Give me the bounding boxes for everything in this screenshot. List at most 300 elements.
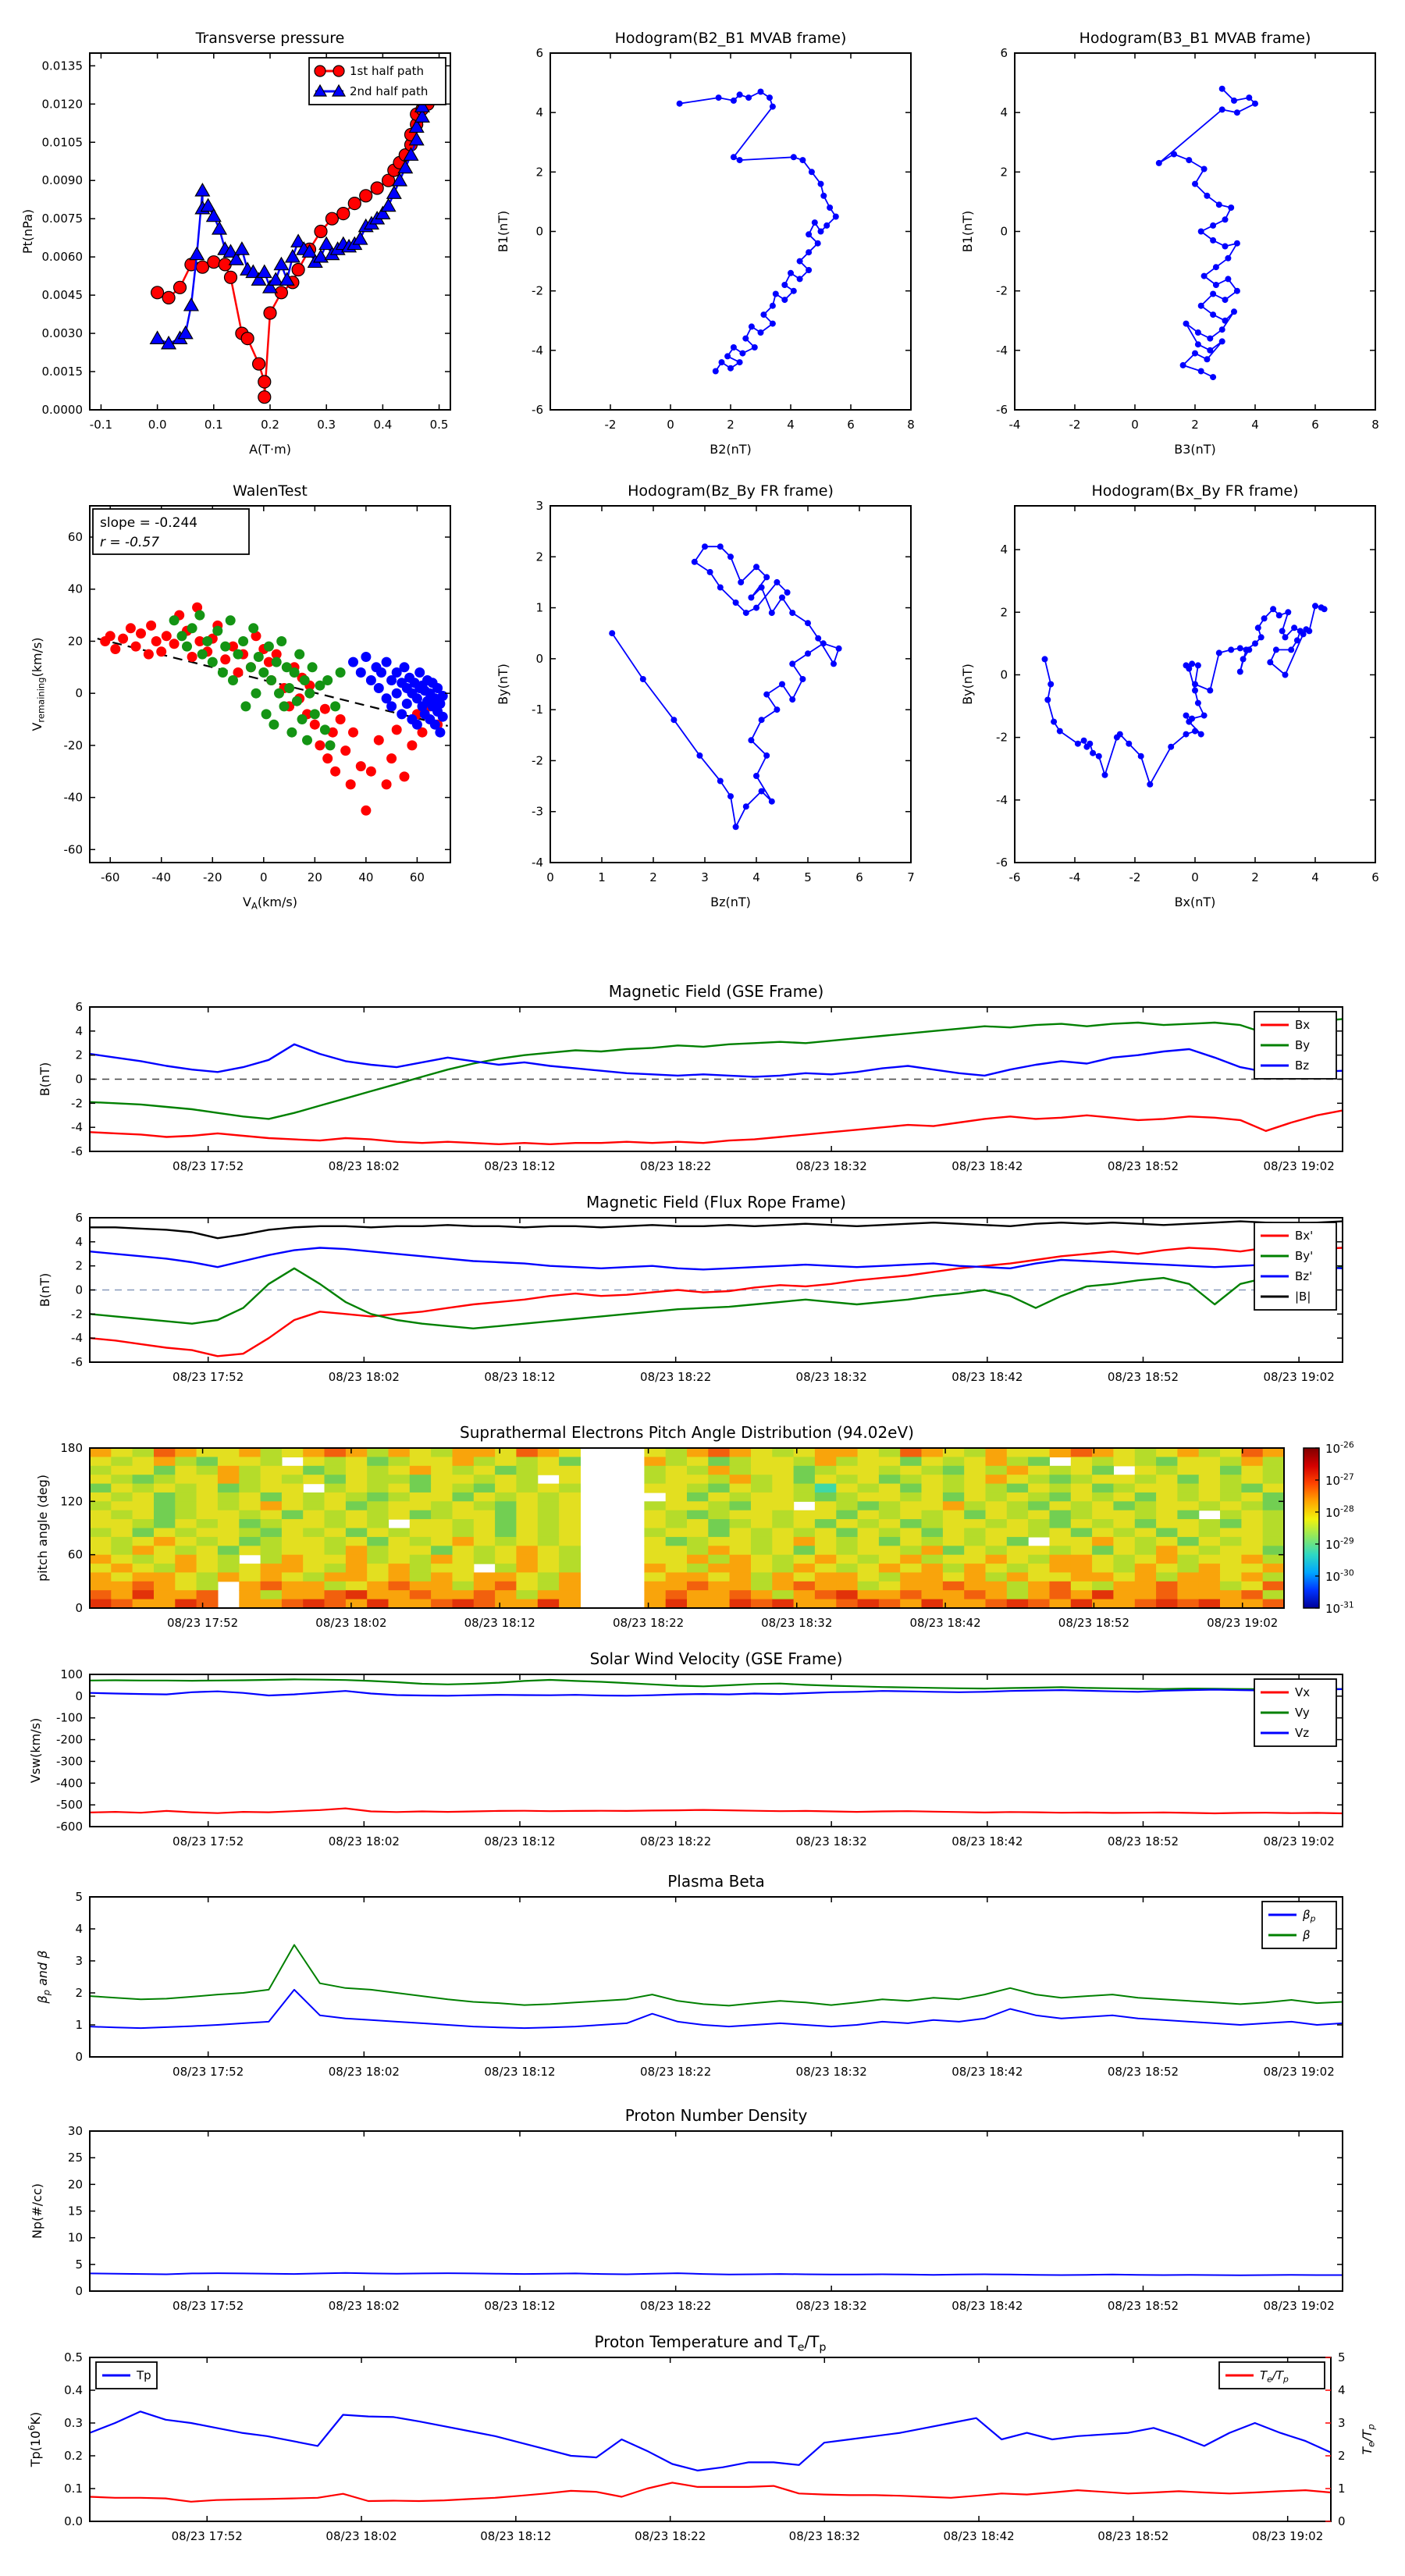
heatmap-cell: [644, 1448, 666, 1457]
heatmap-cell: [666, 1448, 688, 1457]
heatmap-cell: [772, 1493, 794, 1502]
marker-dot: [1219, 338, 1225, 344]
heatmap-cell: [964, 1599, 986, 1609]
heatmap-cell: [495, 1493, 517, 1502]
y-tick-label: -600: [55, 1820, 83, 1834]
x-tick-label: -2: [604, 418, 617, 432]
heatmap-cell: [325, 1466, 347, 1475]
marker-dot: [818, 181, 824, 187]
heatmap-cell: [1007, 1484, 1029, 1493]
heatmap-cell: [431, 1546, 453, 1555]
marker-dot: [670, 717, 677, 723]
heatmap-cell: [815, 1590, 837, 1599]
heatmap-cell: [1028, 1546, 1050, 1555]
heatmap-cell: [538, 1448, 560, 1457]
marker-dot: [1198, 731, 1204, 738]
marker-dot: [315, 740, 325, 750]
heatmap-cell: [239, 1528, 261, 1538]
marker-circle: [264, 307, 276, 319]
heatmap-cell: [175, 1546, 197, 1555]
marker-dot: [1207, 336, 1213, 342]
heatmap-cell: [346, 1501, 368, 1510]
heatmap-cell: [389, 1528, 411, 1538]
heatmap-cell: [218, 1510, 240, 1520]
marker-dot: [749, 323, 755, 329]
heatmap-cell: [389, 1448, 411, 1457]
chart-proton-temperature: [16, 2326, 1389, 2564]
heatmap-cell: [90, 1528, 112, 1538]
heatmap-cell: [644, 1572, 666, 1582]
heatmap-cell: [708, 1510, 730, 1520]
heatmap-cell: [218, 1519, 240, 1528]
heatmap-cell: [261, 1475, 283, 1484]
y-tick-label: -6: [71, 1144, 83, 1158]
heatmap-cell: [261, 1546, 283, 1555]
heatmap-cell: [943, 1484, 965, 1493]
y-tick-label: 4: [75, 1922, 83, 1936]
heatmap-cell: [1177, 1501, 1199, 1510]
heatmap-cell: [986, 1528, 1008, 1538]
heatmap-cell: [858, 1475, 880, 1484]
heatmap-cell: [111, 1564, 133, 1573]
marker-dot: [266, 675, 276, 685]
plot-frame: [90, 2131, 1343, 2291]
x-tick-label: 0: [667, 418, 674, 432]
marker-dot: [1222, 297, 1229, 303]
series-Bx: [90, 1111, 1343, 1144]
heatmap-cell: [666, 1582, 688, 1591]
marker-dot: [1240, 656, 1247, 662]
heatmap-cell: [900, 1564, 922, 1573]
heatmap-cell: [1050, 1572, 1072, 1582]
marker-dot: [696, 753, 702, 759]
y-tick-label: -4: [71, 1331, 83, 1346]
heatmap-cell: [1241, 1493, 1263, 1502]
heatmap-cell: [90, 1484, 112, 1493]
heatmap-cell: [772, 1528, 794, 1538]
heatmap-cell: [154, 1448, 176, 1457]
heatmap-cell: [111, 1572, 133, 1582]
heatmap-cell: [900, 1493, 922, 1502]
heatmap-cell: [922, 1484, 944, 1493]
heatmap-cell: [858, 1537, 880, 1546]
y-tick-label: -4: [532, 343, 543, 358]
marker-dot: [1201, 273, 1208, 279]
heatmap-cell: [964, 1590, 986, 1599]
heatmap-cell: [1241, 1519, 1263, 1528]
heatmap-cell: [858, 1590, 880, 1599]
heatmap-cell: [1156, 1501, 1178, 1510]
heatmap-cell: [90, 1599, 112, 1609]
marker-dot: [758, 329, 764, 336]
heatmap-cell: [90, 1572, 112, 1582]
heatmap-cell: [495, 1590, 517, 1599]
heatmap-cell: [453, 1510, 475, 1520]
marker-dot: [815, 635, 821, 642]
heatmap-cell: [708, 1546, 730, 1555]
heatmap-cell: [1071, 1555, 1093, 1564]
heatmap-cell: [794, 1537, 816, 1546]
heatmap-cell: [1092, 1555, 1114, 1564]
heatmap-cell: [197, 1555, 219, 1564]
heatmap-cell: [538, 1493, 560, 1502]
heatmap-cell: [1071, 1510, 1093, 1520]
heatmap-cell: [943, 1546, 965, 1555]
marker-dot: [1057, 728, 1063, 735]
marker-dot: [743, 610, 749, 616]
heatmap-cell: [1050, 1564, 1072, 1573]
heatmap-cell: [687, 1519, 709, 1528]
marker-dot: [1198, 303, 1204, 309]
marker-dot: [1204, 356, 1210, 362]
heatmap-cell: [154, 1572, 176, 1582]
heatmap-cell: [239, 1510, 261, 1520]
marker-dot: [302, 735, 312, 745]
heatmap-cell: [154, 1484, 176, 1493]
marker-triangle: [286, 250, 300, 262]
heatmap-cell: [879, 1546, 901, 1555]
heatmap-cell: [1241, 1501, 1263, 1510]
heatmap-cell: [1241, 1510, 1263, 1520]
heatmap-cell: [666, 1599, 688, 1609]
x-tick-label: 08/23 18:12: [484, 1370, 556, 1384]
heatmap-cell: [687, 1528, 709, 1538]
heatmap-cell: [239, 1564, 261, 1573]
marker-dot: [1222, 216, 1229, 222]
marker-dot: [809, 169, 815, 175]
heatmap-cell: [1007, 1599, 1029, 1609]
marker-dot: [1186, 157, 1192, 163]
heatmap-cell: [1263, 1582, 1285, 1591]
heatmap-cell: [538, 1528, 560, 1538]
heatmap-cell: [133, 1448, 155, 1457]
x-tick-label: 3: [701, 870, 709, 884]
y-tick-label: -2: [532, 753, 543, 768]
marker-dot: [737, 157, 743, 163]
x-tick-label: 08/23 18:42: [951, 2065, 1023, 2079]
heatmap-cell: [90, 1555, 112, 1564]
y-tick-label: 0: [1000, 667, 1008, 682]
heatmap-cell: [410, 1537, 432, 1546]
heatmap-cell: [431, 1466, 453, 1475]
marker-triangle: [190, 247, 204, 260]
y2-tick-label: 2: [1338, 2449, 1346, 2463]
marker-dot: [1252, 101, 1258, 107]
heatmap-cell: [1199, 1537, 1221, 1546]
marker-dot: [799, 676, 806, 682]
heatmap-cell: [516, 1484, 538, 1493]
marker-dot: [731, 154, 737, 160]
heatmap-cell: [1092, 1501, 1114, 1510]
marker-dot: [218, 667, 228, 678]
heatmap-cell: [1028, 1484, 1050, 1493]
heatmap-cell: [495, 1582, 517, 1591]
heatmap-cell: [1092, 1510, 1114, 1520]
y-axis-label: Vsw(km/s): [28, 1717, 43, 1784]
heatmap-cell: [687, 1466, 709, 1475]
heatmap-cell: [644, 1484, 666, 1493]
marker-triangle: [212, 222, 226, 234]
legend-marker: [333, 66, 344, 76]
legend-label: $\beta_p$: [1303, 1908, 1316, 1924]
heatmap-cell: [794, 1466, 816, 1475]
heatmap-cell: [197, 1590, 219, 1599]
heatmap-cell: [1263, 1493, 1285, 1502]
marker-dot: [692, 559, 698, 565]
heatmap-cell: [1007, 1546, 1029, 1555]
y-tick-label: 4: [1000, 105, 1008, 120]
heatmap-cell: [666, 1564, 688, 1573]
heatmap-cell: [1241, 1555, 1263, 1564]
heatmap-cell: [389, 1590, 411, 1599]
heatmap-cell: [1156, 1519, 1178, 1528]
x-tick-label: 08/23 18:52: [1107, 1159, 1179, 1173]
marker-dot: [784, 589, 791, 596]
marker-circle: [253, 358, 265, 370]
marker-dot: [1291, 624, 1297, 631]
heatmap-cell: [751, 1448, 773, 1457]
marker-dot: [716, 94, 722, 101]
heatmap-cell: [90, 1590, 112, 1599]
heatmap-cell: [559, 1546, 581, 1555]
marker-dot: [1198, 229, 1204, 235]
heatmap-cell: [282, 1599, 304, 1609]
heatmap-cell: [1135, 1546, 1157, 1555]
marker-dot: [836, 646, 842, 652]
marker-dot: [791, 288, 797, 294]
x-tick-label: 08/23 18:22: [640, 1834, 712, 1848]
heatmap-cell: [154, 1510, 176, 1520]
marker-dot: [366, 767, 376, 777]
plot-frame: [90, 53, 450, 410]
marker-dot: [1228, 646, 1234, 653]
heatmap-cell: [836, 1501, 858, 1510]
marker-dot: [1171, 151, 1177, 158]
heatmap-cell: [1071, 1564, 1093, 1573]
heatmap-cell: [858, 1519, 880, 1528]
x-tick-label: 08/23 17:52: [173, 2299, 244, 2313]
heatmap-cell: [1113, 1493, 1135, 1502]
x-tick-label: 08/23 18:02: [328, 1159, 400, 1173]
marker-dot: [292, 696, 302, 706]
marker-dot: [202, 636, 212, 646]
x-tick-label: 0.2: [261, 418, 279, 432]
marker-dot: [1219, 106, 1225, 112]
heatmap-cell: [325, 1537, 347, 1546]
heatmap-cell: [922, 1546, 944, 1555]
marker-dot: [414, 667, 425, 678]
heatmap-cell: [303, 1537, 325, 1546]
heatmap-cell: [325, 1510, 347, 1520]
marker-dot: [374, 735, 384, 745]
heatmap-cell: [239, 1457, 261, 1466]
heatmap-cell: [495, 1564, 517, 1573]
heatmap-cell: [666, 1519, 688, 1528]
chart-title: Transverse pressure: [195, 30, 345, 47]
heatmap-cell: [730, 1537, 752, 1546]
marker-dot: [1180, 362, 1186, 368]
heatmap-cell: [836, 1546, 858, 1555]
heatmap-cell: [154, 1599, 176, 1609]
heatmap-cell: [1071, 1466, 1093, 1475]
chart-magnetic-field-gse: [16, 976, 1389, 1187]
heatmap-cell: [431, 1493, 453, 1502]
heatmap-cell: [367, 1501, 389, 1510]
heatmap-cell: [474, 1528, 496, 1538]
marker-dot: [290, 667, 300, 678]
y-tick-label: 20: [67, 2177, 83, 2192]
heatmap-cell: [474, 1546, 496, 1555]
heatmap-cell: [516, 1457, 538, 1466]
x-tick-label: 60: [409, 870, 425, 884]
heatmap-cell: [986, 1448, 1008, 1457]
chart-plasma-beta: [16, 1862, 1389, 2096]
heatmap-cell: [836, 1572, 858, 1582]
marker-dot: [763, 692, 770, 698]
marker-dot: [820, 193, 827, 199]
heatmap-cell: [708, 1484, 730, 1493]
heatmap-cell: [708, 1572, 730, 1582]
heatmap-cell: [1241, 1546, 1263, 1555]
heatmap-cell: [538, 1466, 560, 1475]
heatmap-cell: [1028, 1448, 1050, 1457]
heatmap-cell: [986, 1466, 1008, 1475]
heatmap-cell: [772, 1564, 794, 1573]
heatmap-cell: [474, 1537, 496, 1546]
x-tick-label: 08/23 18:52: [1107, 2299, 1179, 2313]
marker-dot: [1231, 308, 1237, 315]
heatmap-cell: [1199, 1484, 1221, 1493]
heatmap-cell: [815, 1519, 837, 1528]
heatmap-cell: [346, 1466, 368, 1475]
marker-dot: [1222, 318, 1229, 324]
heatmap-cell: [239, 1582, 261, 1591]
marker-circle: [225, 271, 237, 283]
heatmap-cell: [986, 1546, 1008, 1555]
marker-dot: [400, 662, 410, 672]
heatmap-cell: [389, 1599, 411, 1609]
heatmap-cell: [197, 1572, 219, 1582]
heatmap-cell: [239, 1519, 261, 1528]
chart-title: Hodogram(Bz_By FR frame): [628, 482, 834, 500]
heatmap-cell: [794, 1493, 816, 1502]
y-tick-label: -200: [55, 1732, 83, 1747]
heatmap-cell: [1220, 1572, 1242, 1582]
x-tick-label: 0: [1131, 418, 1139, 432]
heatmap-cell: [1028, 1582, 1050, 1591]
heatmap-cell: [453, 1493, 475, 1502]
heatmap-cell: [644, 1546, 666, 1555]
y-axis-label: B1(nT): [960, 210, 975, 253]
x-axis-label: Bz(nT): [710, 895, 751, 909]
heatmap-cell: [772, 1546, 794, 1555]
heatmap-cell: [836, 1555, 858, 1564]
heatmap-cell: [1092, 1572, 1114, 1582]
marker-dot: [310, 720, 320, 730]
x-tick-label: 08/23 18:42: [951, 1370, 1023, 1384]
heatmap-cell: [1028, 1572, 1050, 1582]
heatmap-cell: [346, 1590, 368, 1599]
heatmap-cell: [1092, 1457, 1114, 1466]
heatmap-cell: [986, 1475, 1008, 1484]
heatmap-cell: [708, 1590, 730, 1599]
heatmap-cell: [815, 1564, 837, 1573]
marker-dot: [758, 89, 764, 95]
heatmap-cell: [453, 1448, 475, 1457]
heatmap-cell: [666, 1590, 688, 1599]
heatmap-cell: [346, 1475, 368, 1484]
x-tick-label: 20: [307, 870, 322, 884]
heatmap-cell: [1220, 1501, 1242, 1510]
marker-dot: [707, 569, 713, 575]
heatmap-cell: [1156, 1466, 1178, 1475]
y2-axis-label: $T_e/T_p$: [1360, 2424, 1377, 2455]
heatmap-cell: [858, 1501, 880, 1510]
heatmap-cell: [687, 1501, 709, 1510]
marker-dot: [717, 778, 724, 785]
heatmap-cell: [900, 1572, 922, 1582]
heatmap-cell: [261, 1493, 283, 1502]
heatmap-cell: [1028, 1590, 1050, 1599]
heatmap-cell: [1007, 1528, 1029, 1538]
marker-dot: [105, 631, 116, 641]
marker-dot: [407, 740, 417, 750]
heatmap-cell: [1050, 1590, 1072, 1599]
heatmap-cell: [516, 1475, 538, 1484]
heatmap-cell: [922, 1528, 944, 1538]
heatmap-cell: [495, 1546, 517, 1555]
heatmap-cell: [111, 1528, 133, 1538]
heatmap-cell: [1135, 1475, 1157, 1484]
x-tick-label: -40: [151, 870, 171, 884]
heatmap-cell: [1177, 1590, 1199, 1599]
heatmap-cell: [751, 1564, 773, 1573]
y-tick-label: 2: [75, 1048, 83, 1062]
marker-dot: [820, 640, 827, 646]
heatmap-cell: [986, 1564, 1008, 1573]
y-tick-label: 0: [535, 651, 543, 666]
heatmap-cell: [666, 1555, 688, 1564]
heatmap-cell: [644, 1510, 666, 1520]
heatmap-cell: [474, 1501, 496, 1510]
heatmap-cell: [1220, 1590, 1242, 1599]
marker-dot: [1102, 772, 1108, 778]
heatmap-cell: [559, 1510, 581, 1520]
heatmap-cell: [282, 1572, 304, 1582]
y-tick-label: 1: [535, 600, 543, 615]
heatmap-cell: [943, 1599, 965, 1609]
heatmap-cell: [836, 1519, 858, 1528]
heatmap-cell: [794, 1546, 816, 1555]
heatmap-cell: [410, 1510, 432, 1520]
heatmap-cell: [1241, 1590, 1263, 1599]
heatmap-cell: [516, 1537, 538, 1546]
heatmap-cell: [90, 1564, 112, 1573]
heatmap-cell: [1156, 1572, 1178, 1582]
heatmap-cell: [1028, 1599, 1050, 1609]
marker-dot: [1210, 291, 1216, 297]
heatmap-cell: [218, 1555, 240, 1564]
heatmap-cell: [218, 1572, 240, 1582]
heatmap-cell: [1135, 1582, 1157, 1591]
legend-label: |B|: [1295, 1290, 1311, 1304]
y-axis-label: Np(#/cc): [30, 2183, 44, 2239]
y-tick-label: 0.4: [64, 2383, 83, 2397]
x-tick-label: -4: [1008, 418, 1021, 432]
marker-dot: [779, 681, 785, 688]
y-tick-label: 2: [1000, 165, 1008, 180]
marker-dot: [1279, 628, 1286, 634]
